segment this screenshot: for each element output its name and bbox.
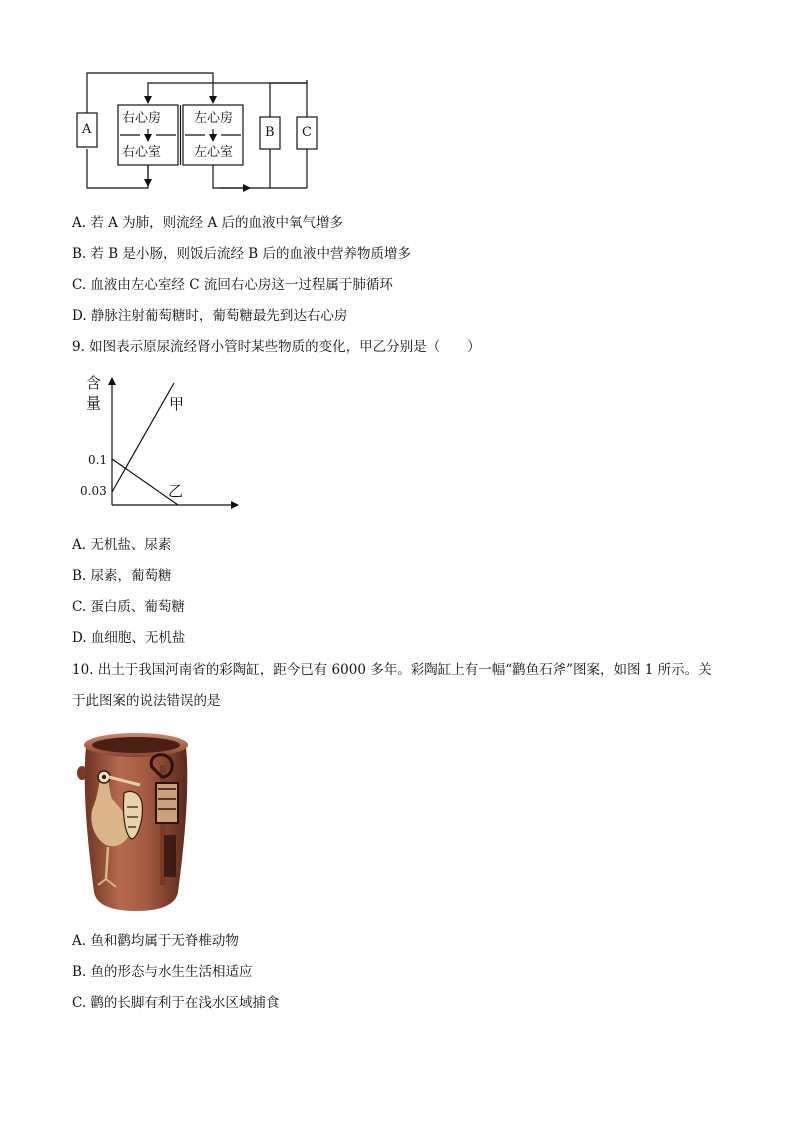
organ-label-b: B (265, 125, 275, 140)
graph-line-yi-label: 乙 (168, 482, 184, 500)
circulation-diagram (70, 65, 330, 200)
diagram-lines (70, 65, 330, 200)
graph-tick-high: 0.1 (88, 453, 108, 467)
q10-stem-line1: 10. 出土于我国河南省的彩陶缸，距今已有 6000 多年。彩陶缸上有一幅“鹳鱼石斧”图案，如图 1 所示。关 (72, 662, 712, 678)
graph-ylabel-2: 量 (86, 394, 102, 412)
left-ventricle-label: 左心室 (194, 145, 234, 160)
q9-option-b: B. 尿素，葡萄糖 (72, 568, 172, 584)
q8-option-d: D. 静脉注射葡萄糖时，葡萄糖最先到达右心房 (72, 308, 348, 324)
graph-tick-low: 0.03 (80, 484, 107, 498)
q9-graph (78, 368, 248, 513)
q10-option-b: B. 鱼的形态与水生生活相适应 (72, 964, 253, 980)
q9-option-a: A. 无机盐、尿素 (72, 537, 172, 553)
organ-label-a: A (82, 122, 92, 137)
right-ventricle-label: 右心室 (122, 145, 162, 160)
q8-option-b: B. 若 B 是小肠，则饭后流经 B 后的血液中营养物质增多 (72, 246, 412, 262)
q8-option-a: A. 若 A 为肺，则流经 A 后的血液中氧气增多 (72, 215, 343, 231)
right-atrium-label: 右心房 (122, 111, 162, 126)
graph-ylabel-1: 含 (86, 374, 102, 392)
q8-option-c: C. 血液由左心室经 C 流回右心房这一过程属于肺循环 (72, 277, 393, 293)
graph-line-jia-label: 甲 (169, 395, 185, 413)
q10-option-a: A. 鱼和鹳均属于无脊椎动物 (72, 933, 239, 949)
q9-option-c: C. 蛋白质、葡萄糖 (72, 599, 185, 615)
line-jia (112, 383, 174, 492)
q9-option-d: D. 血细胞、无机盐 (72, 630, 186, 646)
organ-label-c: C (302, 125, 312, 140)
pottery-jar-image (72, 727, 202, 917)
left-atrium-label: 左心房 (194, 111, 234, 126)
q9-stem: 9. 如图表示原尿流经肾小管时某些物质的变化，甲乙分别是（ ） (72, 339, 481, 355)
q10-stem-line2: 于此图案的说法错误的是 (72, 693, 221, 709)
q10-option-c: C. 鹳的长脚有利于在浅水区域捕食 (72, 995, 280, 1011)
